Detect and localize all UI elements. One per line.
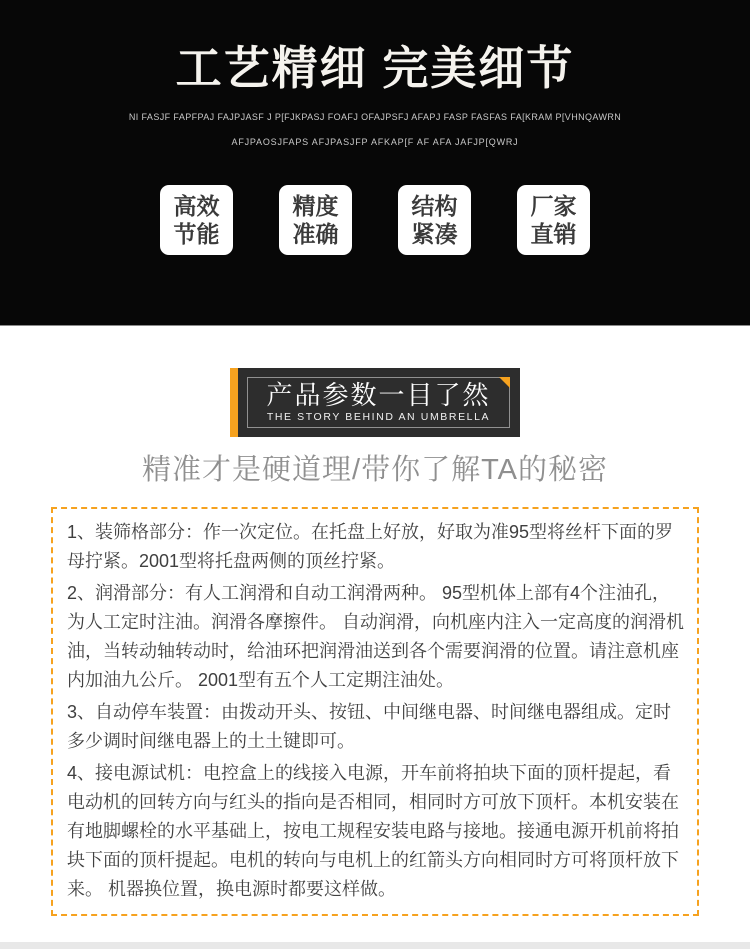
hero-subtext-line1: NI FASJF FAPFPAJ FAJPJASF J P[FJKPASJ FOAFJ OFAJPSFJ AFAPJ FASP FASFAS FA[KRAM P[VHNQAWRN bbox=[128, 112, 622, 122]
spec-text-box bbox=[51, 507, 699, 916]
spec-paragraph-4: 4、接电源试机：电控盒上的线接入电源，开车前将拍块下面的顶杆提起，看电动机的回转方向与红头的指向是否相同，相同时方可放下顶杆。本机安装在有地脚螺栓的水平基础上，按电工规程安装电路与接地。接通电源开机前将拍块下面的顶杆提起。电机的转向与电机上的红箭头方向相同时方可将顶杆放下来。 机器换位置，换电源时都要这样做。 bbox=[67, 763, 679, 900]
section-banner bbox=[230, 368, 520, 437]
params-section bbox=[0, 368, 750, 916]
feature-card-precision bbox=[279, 185, 352, 255]
banner-accent-bar bbox=[230, 368, 238, 437]
banner-inner-frame bbox=[247, 377, 510, 428]
spec-paragraph-1: 1、装筛格部分：作一次定位。在托盘上好放，好取为准95型将丝杆下面的罗母拧紧。2001型将托盘两侧的顶丝拧紧。 bbox=[67, 522, 674, 572]
spec-paragraph-2: 2、润滑部分：有人工润滑和自动工润滑两种。 95型机体上部有4个注油孔，为人工定时注油。润滑各摩擦件。 自动润滑，向机座内注入一定高度的润滑机油，当转动轴转动时，给油环把润滑油送到各个需要润滑的位置。请注意机座内加油九公斤。 2001型有五个人工定期注油处。 bbox=[67, 583, 684, 691]
feature-card-line: 精度 bbox=[292, 192, 339, 219]
feature-card-line: 高效 bbox=[173, 192, 220, 219]
feature-card-line: 准确 bbox=[292, 221, 339, 247]
feature-card-line: 结构 bbox=[411, 192, 458, 219]
hero-section bbox=[0, 0, 750, 326]
spec-paragraph-3: 3、自动停车装置：由拨动开头、按钮、中间继电器、时间继电器组成。定时多少调时间继电器上的土土键即可。 bbox=[67, 702, 672, 752]
feature-card-factory bbox=[517, 185, 590, 255]
banner-title: 产品参数一目了然 bbox=[266, 380, 491, 411]
section-tagline: 精准才是硬道理/带你了解TA的秘密 bbox=[142, 454, 608, 486]
hero-subtext-line2: AFJPAOSJFAPS AFJPASJFP AFKAP[F AF AFA JAFJP[QWRJ bbox=[231, 137, 519, 147]
banner-subtitle: THE STORY BEHIND AN UMBRELLA bbox=[266, 411, 491, 424]
feature-card-line: 直销 bbox=[530, 221, 577, 247]
feature-card-line: 节能 bbox=[173, 221, 220, 247]
feature-card-structure bbox=[398, 185, 471, 255]
feature-card-efficient bbox=[160, 185, 233, 255]
feature-card-line: 厂家 bbox=[530, 192, 577, 219]
feature-card-line: 紧凑 bbox=[411, 221, 458, 247]
banner-corner-triangle-icon bbox=[499, 377, 510, 388]
bottom-divider bbox=[0, 942, 750, 949]
feature-card-row bbox=[0, 185, 750, 255]
hero-title: 工艺精细 完美细节 bbox=[175, 42, 575, 94]
